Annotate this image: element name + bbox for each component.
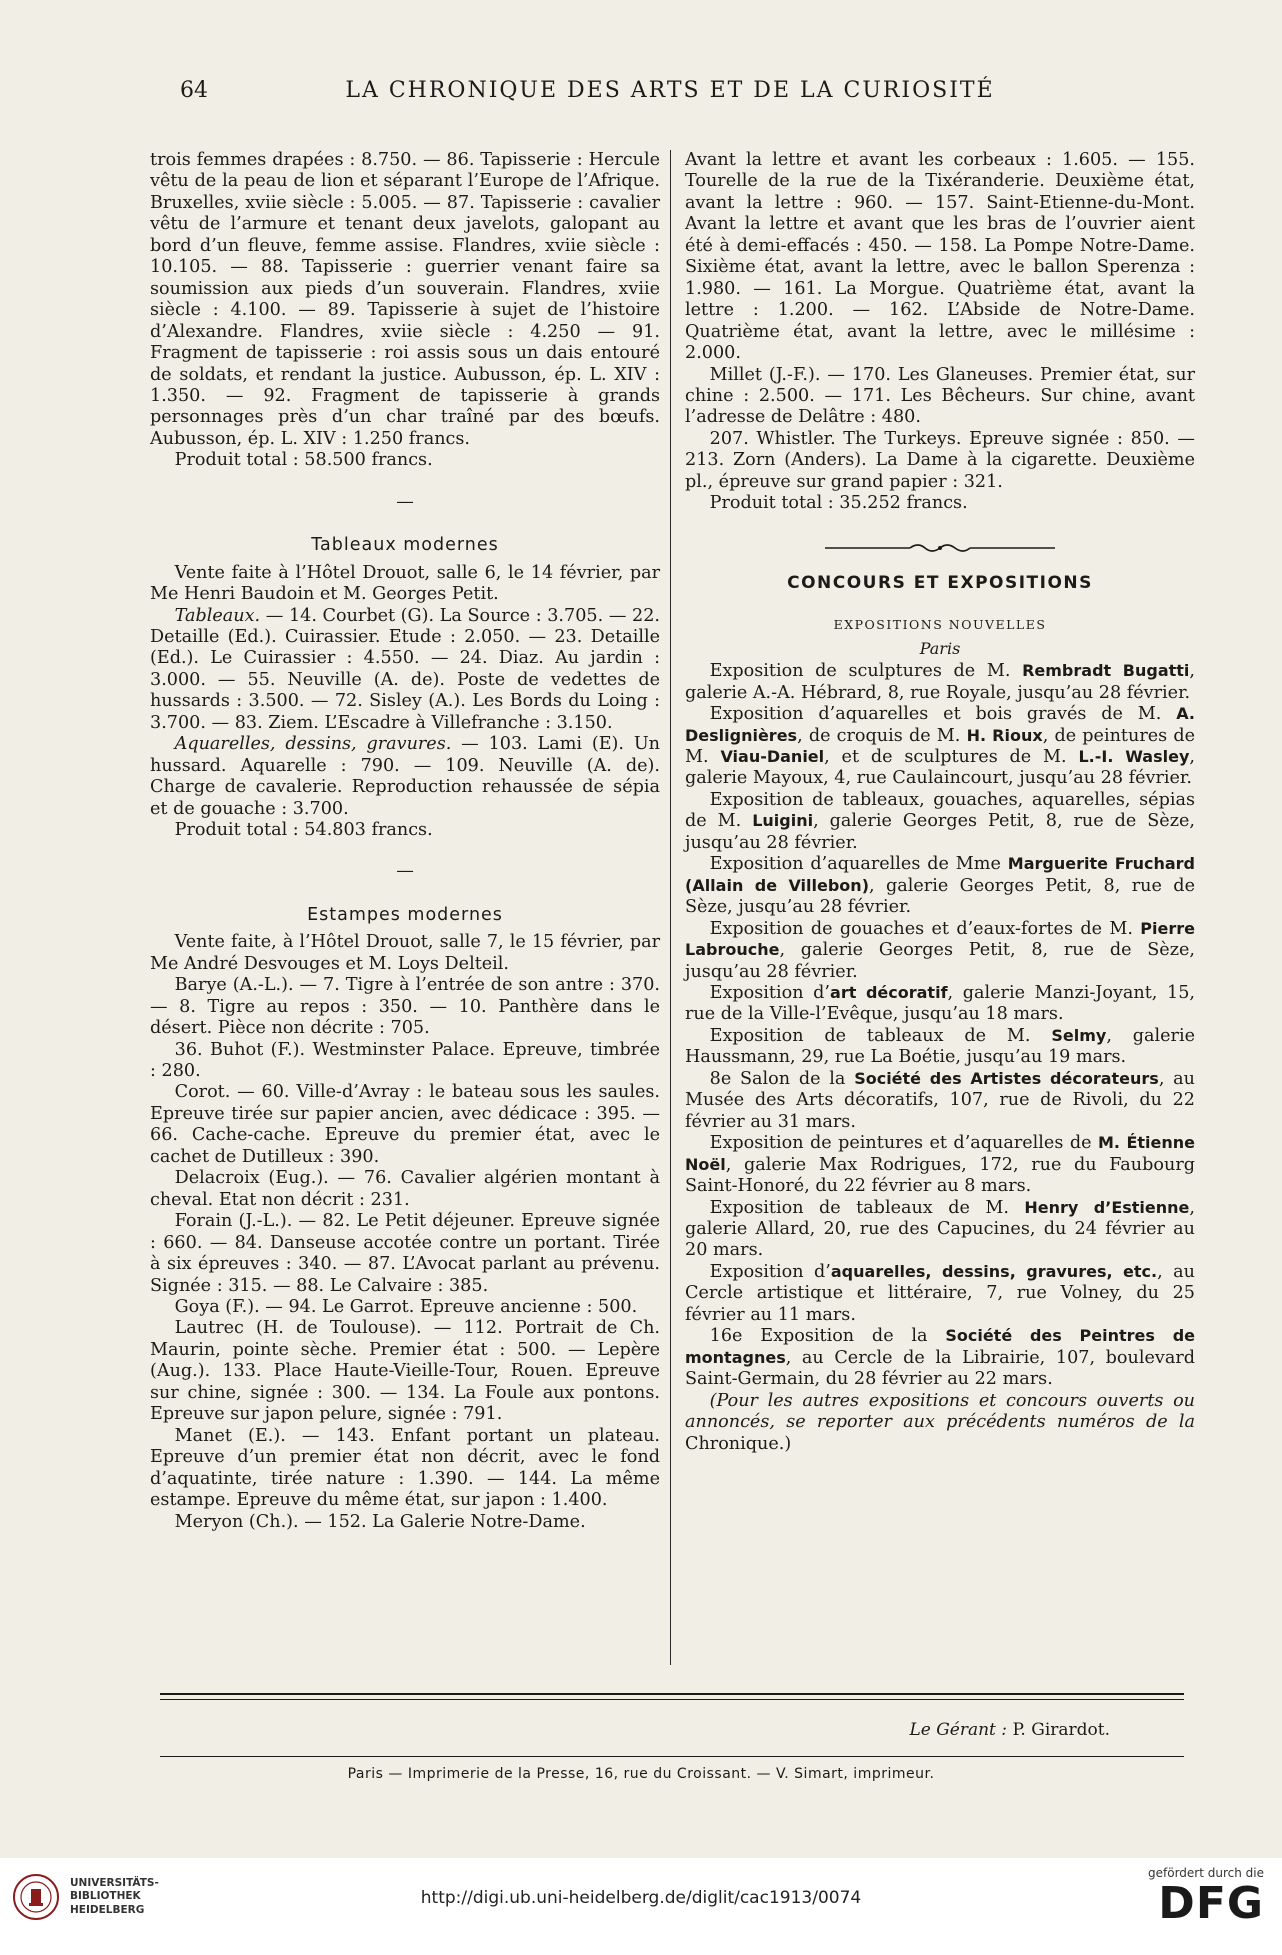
- dfg-logo: DFG: [1158, 1878, 1264, 1929]
- estampes-entry: Forain (J.-L.). — 82. Le Petit déjeuner. Epreuve signée : 660. — 84. Danseuse accotée contre un portant. Tirée à six épreuves : 340. — 87. L’Avocat parlant au prévenu. Signée : 315. — 88. Le Calvaire : 385.: [150, 1211, 660, 1296]
- exposition-entry: Exposition de tableaux de M. Selmy, galerie Haussmann, 29, rue La Boétie, jusqu’au 19 mars.: [685, 1025, 1195, 1068]
- ornament-flourish-icon: [825, 541, 1055, 555]
- university-name: UNIVERSITÄTS- BIBLIOTHEK HEIDELBERG: [70, 1877, 159, 1916]
- estampes-entry: Corot. — 60. Ville-d’Avray : le bateau sous les saules. Epreuve tirée sur papier ancien, avec dédicace : 395. — 66. Cache-cache. Epreuve du premier état, avec le cachet de Dutilleux : 390.: [150, 1082, 660, 1167]
- left-column: [150, 150, 660, 1533]
- exposition-entry: 16e Exposition de la Société des Peintres de montagnes, au Cercle de la Librairie, 107, boulevard Saint-Germain, du 28 février au 22 mars.: [685, 1326, 1196, 1390]
- exposition-entry: 8e Salon de la Société des Artistes décorateurs, au Musée des Arts décoratifs, 107, rue de Rivoli, du 22 février au 31 mars.: [685, 1068, 1195, 1132]
- estampes-entry: Delacroix (Eug.). — 76. Cavalier algérien montant à cheval. Etat non décrit : 231.: [150, 1168, 660, 1210]
- aquarelles-list: [150, 734, 660, 820]
- estampes-entry: Goya (F.). — 94. Le Garrot. Epreuve ancienne : 500.: [174, 1296, 638, 1317]
- aquarelles-label: Aquarelles, dessins, gravures.: [174, 734, 452, 755]
- estampes-entry: Lautrec (H. de Toulouse). — 112. Portrait de Ch. Maurin, pointe sèche. Premier état : 500. — Lepère (Aug.). 133. Place Haute-Vieille-Tour, Rouen. Epreuve sur chine, signée : 300. — 134. La Foule aux pontons. Epreuve sur japon pelure, signée : 791.: [150, 1318, 660, 1425]
- footer-double-rule: [160, 1693, 1184, 1700]
- exposition-entry: Exposition d’aquarelles et bois gravés de M. A. Deslignières, de croquis de M. H. Rioux, de peintures de M. Viau-Daniel, et de sculptures de M. L.-I. Wasley, galerie Mayoux, 4, rue Caulaincourt, jusqu’au 28 février.: [685, 704, 1196, 789]
- concours-heading: CONCOURS ET EXPOSITIONS: [787, 572, 1093, 593]
- digitization-bar: [0, 1858, 1282, 1955]
- running-title: LA CHRONIQUE DES ARTS ET DE LA CURIOSITÉ: [345, 78, 995, 103]
- page-number: 64: [180, 78, 208, 103]
- whistler-entry: 207. Whistler. The Turkeys. Epreuve signée : 850. — 213. Zorn (Anders). La Dame à la cigarette. Deuxième pl., épreuve sur grand papier : 321.: [685, 428, 1195, 492]
- exposition-entry: Exposition de tableaux de M. Henry d’Estienne, galerie Allard, 20, rue des Capucines, du 24 février au 20 mars.: [685, 1197, 1195, 1261]
- exposition-entry: Exposition d’aquarelles, dessins, gravures, etc., au Cercle artistique et littéraire, 7, rue Volney, du 25 février au 11 mars.: [685, 1261, 1195, 1325]
- estampes-modernes-heading: Estampes modernes: [307, 904, 503, 925]
- tapisseries-total: Produit total : 58.500 francs.: [174, 450, 433, 471]
- city-heading: Paris: [919, 638, 961, 658]
- closing-note: (Pour les autres expositions et concours ouverts ou annoncés, se reporter aux précédents numéros de la Chronique.): [685, 1390, 1195, 1454]
- section-separator: —: [396, 491, 414, 512]
- exposition-entry: Exposition d’art décoratif, galerie Manzi-Joyant, 15, rue de la Ville-l’Evêque, jusqu’au 18 mars.: [685, 983, 1195, 1025]
- expositions-subheading: EXPOSITIONS NOUVELLES: [833, 617, 1047, 633]
- exposition-entry: Exposition de peintures et d’aquarelles de M. Étienne Noël, galerie Max Rodrigues, 172, rue du Faubourg Saint-Honoré, du 22 février au 8 mars.: [685, 1133, 1195, 1197]
- millet-entry: Millet (J.-F.). — 170. Les Glaneuses. Premier état, sur chine : 2.500. — 171. Les Bêcheurs. Sur chine, avant l’adresse de Delâtre : 480.: [685, 364, 1195, 428]
- tableaux-list: [150, 606, 660, 735]
- page-header: [180, 78, 1160, 118]
- aquarelles-text: — 103. Lami (E). Un hussard. Aquarelle : 790. — 109. Neuville (A. de). Charge de cavalerie. Reproduction rehaussée de sépia et de gouache : 3.700.: [150, 734, 660, 819]
- estampes-entry: 36. Buhot (F.). Westminster Palace. Epreuve, timbrée : 280.: [150, 1039, 660, 1081]
- tableaux-total: Produit total : 54.803 francs.: [174, 820, 433, 841]
- funded-by-label: gefördert durch die: [1148, 1866, 1264, 1880]
- exposition-entry: Exposition de tableaux, gouaches, aquarelles, sépias de M. Luigini, galerie Georges Petit, 8, rue de Sèze, jusqu’au 28 février.: [685, 789, 1195, 853]
- estampes-entry: Meryon (Ch.). — 152. La Galerie Notre-Dame.: [174, 1511, 586, 1532]
- tapisseries-continued: trois femmes drapées : 8.750. — 86. Tapisserie : Hercule vêtu de la peau de lion et séparant l’Europe de l’Afrique. Bruxelles, xviie siècle : 5.005. — 87. Tapisserie : cavalier vêtu de l’armure et tenant deux javelots, galopant au bord d’un fleuve, femme assise. Flandres, xviie siècle : 10.105. — 88. Tapisserie : guerrier venant faire sa soumission aux pieds d’un souverain. Flandres, xviie siècle : 4.100. — 89. Tapisserie à sujet de l’histoire d’Alexandre. Flandres, xviie siècle : 4.250 — 91. Fragment de tapisserie : roi assis sous un dais entouré de soldats, et rendant la justice. Aubusson, ép. L. XIV : 1.350. — 92. Fragment de tapisserie à grands personnages près d’un char traîné par des bœufs. Aubusson, ép. L. XIV : 1.250 francs.: [150, 150, 660, 449]
- meryon-continued: Avant la lettre et avant les corbeaux : 1.605. — 155. Tourelle de la rue de la Tixéranderie. Deuxième état, avant la lettre : 960. — 157. Saint-Etienne-du-Mont. Avant la lettre et avant que les bras de l’ouvrier aient été à demi-effacés : 450. — 158. La Pompe Notre-Dame. Sixième état, avant la lettre, avec le ballon Sperenza : 1.980. — 161. La Morgue. Quatrième état, avant la lettre : 1.200. — 162. L’Abside de Notre-Dame. Quatrième état, avant la lettre, avec le millésime : 2.000.: [685, 150, 1195, 364]
- exposition-entry: Exposition de sculptures de M. Rembradt Bugatti, galerie A.-A. Hébrard, 8, rue Royale, jusqu’au 28 février.: [685, 661, 1195, 703]
- permalink-url[interactable]: http://digi.ub.uni-heidelberg.de/diglit/cac1913/0074: [420, 1888, 862, 1908]
- tableaux-intro: Vente faite à l’Hôtel Drouot, salle 6, le 14 février, par Me Henri Baudoin et M. Georges Petit.: [150, 562, 660, 605]
- tableaux-modernes-heading: Tableaux modernes: [311, 535, 499, 556]
- dfg-funding[interactable]: [1148, 1866, 1264, 1928]
- section-separator: —: [396, 861, 414, 882]
- gerant-line: Le Gérant : P. Girardot.: [909, 1720, 1110, 1740]
- printer-imprint: Paris — Imprimerie de la Presse, 16, rue du Croissant. — V. Simart, imprimeur.: [347, 1766, 935, 1782]
- estampes-total: Produit total : 35.252 francs.: [709, 493, 968, 514]
- tableaux-text: — 14. Courbet (G). La Source : 3.705. — 22. Detaille (Ed.). Cuirassier. Etude : 2.050. — 23. Detaille (Ed.). Le Cuirassier : 4.550. — 24. Diaz. Au jardin : 3.000. — 55. Neuville (A. de). Poste de vedettes de hussards : 3.500. — 72. Sisley (A.). Les Bords du Loing : 3.700. — 83. Ziem. L’Escadre à Villefranche : 3.150.: [150, 605, 660, 733]
- tableaux-label: Tableaux.: [174, 605, 261, 626]
- right-column: [685, 150, 1195, 1455]
- estampes-entry: Manet (E.). — 143. Enfant portant un plateau. Epreuve d’un premier état non décrit, avec le fond d’aquatinte, tirée nature : 1.390. — 144. La même estampe. Epreuve du même état, sur japon : 1.400.: [150, 1425, 660, 1511]
- ornament-divider: [685, 541, 1195, 555]
- exposition-entry: Exposition de gouaches et d’eaux-fortes de M. Pierre Labrouche, galerie Georges Petit, 8, rue de Sèze, jusqu’au 28 février.: [685, 918, 1195, 982]
- estampes-entry: Barye (A.-L.). — 7. Tigre à l’entrée de son antre : 370. — 8. Tigre au repos : 350. — 10. Panthère dans le désert. Pièce non décrite : 705.: [150, 975, 660, 1039]
- column-rule: [670, 150, 671, 1665]
- estampes-intro: Vente faite, à l’Hôtel Drouot, salle 7, le 15 février, par Me André Desvouges et M. Loys Delteil.: [150, 932, 660, 974]
- printer-rule: [160, 1756, 1184, 1757]
- exposition-entry: Exposition d’aquarelles de Mme Marguerite Fruchard (Allain de Villebon), galerie Georges Petit, 8, rue de Sèze, jusqu’au 28 février.: [685, 854, 1196, 918]
